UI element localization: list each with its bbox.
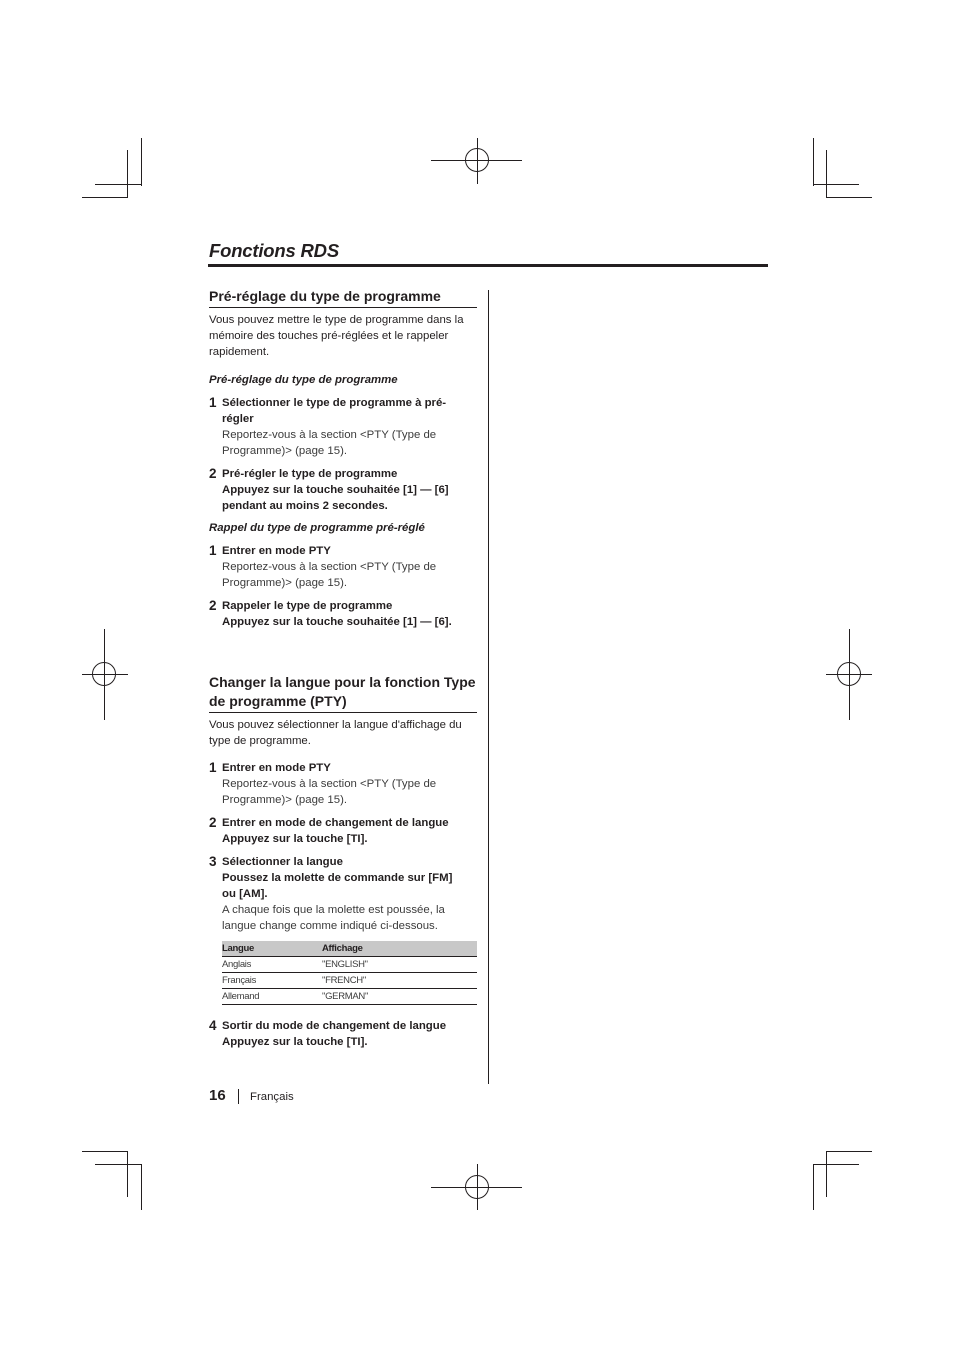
- crop-mark: [813, 138, 814, 186]
- table-cell: "FRENCH": [322, 972, 477, 988]
- title-rule: [208, 264, 768, 267]
- table-header: Affichage: [322, 941, 477, 956]
- footer-separator: [238, 1089, 239, 1104]
- table-cell: "ENGLISH": [322, 956, 477, 972]
- section-intro: Vous pouvez mettre le type de programme dans la mémoire des touches pré-réglées et le rappeler rapidement.: [209, 314, 464, 358]
- section-language: [209, 673, 477, 1050]
- registration-circle: [465, 148, 489, 172]
- step: [209, 466, 477, 514]
- registration-circle: [837, 662, 861, 686]
- step-note: Reportez-vous à la section <PTY (Type de Programme)> (page 15).: [222, 778, 437, 806]
- step-instruction: Sortir du mode de changement de langue: [222, 1019, 447, 1032]
- crop-mark: [813, 1164, 859, 1165]
- crop-mark: [82, 1151, 128, 1152]
- crop-mark: [141, 138, 142, 186]
- registration-circle: [92, 662, 116, 686]
- section-intro: Vous pouvez sélectionner la langue d'affichage du type de programme.: [209, 719, 462, 747]
- step-note: Reportez-vous à la section <PTY (Type de Programme)> (page 15).: [222, 561, 437, 589]
- step-number: 4: [209, 1017, 217, 1033]
- step-instruction: Entrer en mode PTY: [222, 762, 331, 774]
- table-cell: Anglais: [222, 956, 322, 972]
- step-number: 2: [209, 598, 217, 613]
- table-cell: Allemand: [222, 988, 322, 1004]
- crop-mark: [141, 1164, 142, 1210]
- step-instruction: Appuyez sur la touche souhaitée [1] — [6].: [222, 616, 452, 628]
- table-header: Langue: [222, 941, 322, 956]
- language-table: [222, 941, 477, 1005]
- table-row: [222, 956, 477, 972]
- table-row: [222, 972, 477, 988]
- table-header-row: [222, 941, 477, 956]
- crop-mark: [82, 197, 128, 198]
- step-instruction: Sélectionner le type de programme à pré-: [222, 397, 447, 409]
- crop-mark: [813, 1164, 814, 1210]
- step-instruction: Entrer en mode PTY: [222, 545, 331, 557]
- crop-mark: [127, 1151, 128, 1197]
- step-instruction: Pré-régler le type de programme: [222, 468, 398, 480]
- step-instruction: Entrer en mode de changement de langue: [222, 817, 449, 829]
- step: [209, 1018, 477, 1050]
- table-cell: "GERMAN": [322, 988, 477, 1004]
- page-number: 16: [209, 1087, 226, 1104]
- section-title: Changer la langue pour la fonction Type de programme (PTY): [209, 673, 477, 713]
- step-number: 1: [209, 760, 217, 775]
- step-number: 1: [209, 395, 217, 410]
- crop-mark: [826, 150, 827, 198]
- step: [209, 598, 477, 630]
- step-instruction: Appuyez sur la touche [TI].: [222, 833, 368, 845]
- step-instruction: régler: [222, 413, 254, 425]
- crop-mark: [826, 1151, 872, 1152]
- table-row: [222, 988, 477, 1004]
- crop-mark: [826, 197, 872, 198]
- step-instruction: Appuyez sur la touche [TI].: [222, 1035, 368, 1048]
- step-number: 1: [209, 543, 217, 558]
- step: [209, 760, 477, 808]
- step: [209, 815, 477, 847]
- page-title: Fonctions RDS: [209, 240, 339, 261]
- crop-mark: [813, 184, 859, 185]
- footer-language: Français: [250, 1091, 294, 1103]
- subsection-title: Rappel du type de programme pré-réglé: [209, 522, 425, 534]
- subsection-title: Pré-réglage du type de programme: [209, 374, 398, 386]
- step-instruction: Appuyez sur la touche souhaitée [1] — [6] pendant au moins 2 secondes.: [222, 484, 449, 512]
- step-instruction: Rappeler le type de programme: [222, 600, 393, 612]
- section-title: Pré-réglage du type de programme: [209, 287, 477, 308]
- crop-mark: [95, 1164, 142, 1165]
- step: [209, 395, 477, 459]
- step-number: 3: [209, 854, 217, 869]
- step: [209, 854, 477, 934]
- step-instruction: Sélectionner la langue: [222, 856, 343, 868]
- step-number: 2: [209, 466, 217, 481]
- step-note: Reportez-vous à la section <PTY (Type de Programme)> (page 15).: [222, 429, 437, 457]
- crop-mark: [95, 184, 142, 185]
- step: [209, 543, 477, 591]
- crop-mark: [826, 1151, 827, 1197]
- section-preset: [209, 287, 477, 630]
- registration-circle: [465, 1175, 489, 1199]
- step-number: 2: [209, 815, 217, 830]
- step-instruction: Poussez la molette de commande sur [FM] ou [AM].: [222, 872, 453, 900]
- step-note: A chaque fois que la molette est poussée, la langue change comme indiqué ci-dessous.: [222, 904, 445, 932]
- column-divider: [488, 290, 489, 1084]
- table-cell: Français: [222, 972, 322, 988]
- crop-mark: [127, 150, 128, 198]
